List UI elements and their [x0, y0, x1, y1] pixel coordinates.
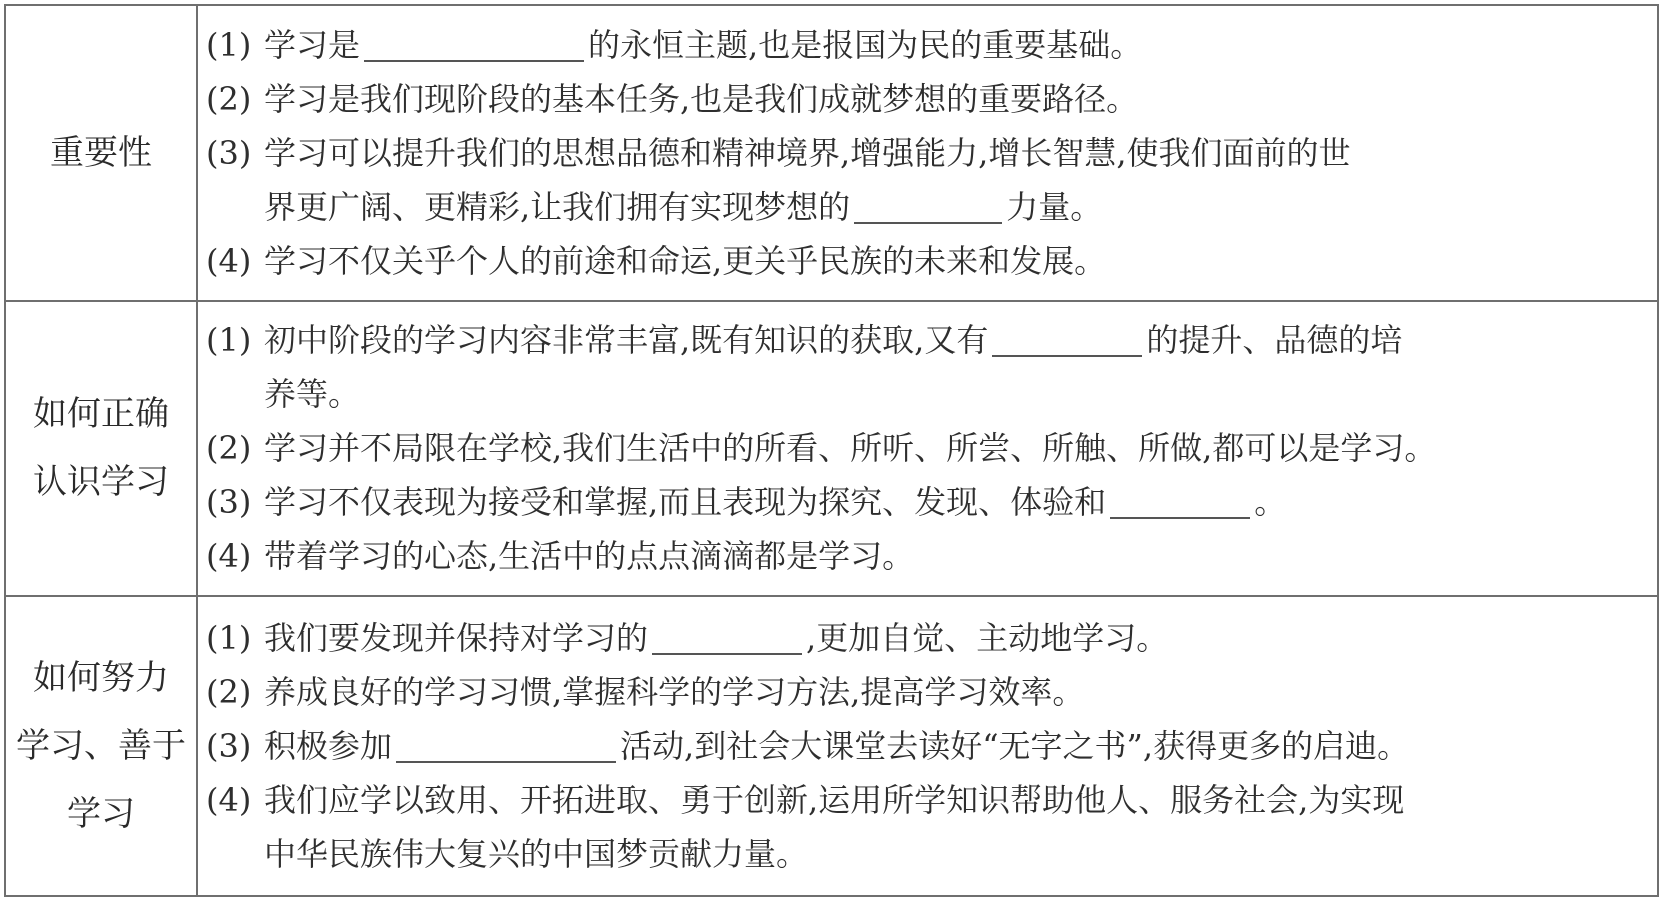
list-item [206, 475, 1647, 529]
row-content [197, 596, 1658, 896]
item-text: 。 [1254, 483, 1287, 522]
item-text: 养等。 [264, 375, 361, 414]
item-text: 我们应学以致用、开拓进取、勇于创新,运用所学知识帮助他人、服务社会,为实现 [264, 780, 1405, 819]
list-item [206, 611, 1647, 665]
item-text: 学习不仅表现为接受和掌握,而且表现为探究、发现、体验和 [264, 483, 1107, 522]
list-item [206, 665, 1647, 719]
item-text: 的提升、品德的培 [1146, 321, 1403, 360]
heading-line: 如何正确 [33, 394, 169, 435]
row-content [197, 5, 1658, 301]
list-item [206, 529, 1647, 583]
item-number: (1) [206, 321, 252, 360]
fill-blank[interactable] [992, 319, 1142, 357]
row-heading [5, 301, 197, 596]
table-row [5, 596, 1658, 896]
item-text: 学习可以提升我们的思想品德和精神境界,增强能力,增长智慧,使我们面前的世 [264, 133, 1351, 172]
item-text: 学习并不局限在学校,我们生活中的所看、所听、所尝、所触、所做,都可以是学习。 [264, 429, 1437, 468]
item-number: (2) [206, 79, 252, 118]
heading-line: 学习、善于 [16, 725, 186, 766]
item-text: 学习是我们现阶段的基本任务,也是我们成就梦想的重要路径。 [264, 79, 1139, 118]
list-item [206, 313, 1647, 421]
item-text: 初中阶段的学习内容非常丰富,既有知识的获取,又有 [264, 321, 989, 360]
item-number: (4) [206, 537, 252, 576]
item-number: (1) [206, 618, 252, 657]
item-text: 力量。 [1006, 187, 1103, 226]
list-item [206, 421, 1647, 475]
table-row [5, 301, 1658, 596]
list-item [206, 126, 1647, 234]
table-row [5, 5, 1658, 301]
item-text: 养成良好的学习习惯,掌握科学的学习方法,提高学习效率。 [264, 672, 1085, 711]
item-number: (4) [206, 241, 252, 280]
list-item [206, 72, 1647, 126]
item-number: (3) [206, 483, 252, 522]
heading-line: 如何努力 [33, 657, 169, 698]
item-number: (3) [206, 133, 252, 172]
fill-blank[interactable] [1110, 481, 1250, 519]
row-content [197, 301, 1658, 596]
item-text: 中华民族伟大复兴的中国梦贡献力量。 [264, 834, 809, 873]
item-text: 界更广阔、更精彩,让我们拥有实现梦想的 [264, 187, 851, 226]
item-number: (4) [206, 780, 252, 819]
list-item [206, 773, 1647, 881]
list-item [206, 234, 1647, 288]
item-text: 的永恒主题,也是报国为民的重要基础。 [588, 25, 1143, 64]
item-text: 学习不仅关乎个人的前途和命运,更关乎民族的未来和发展。 [264, 241, 1107, 280]
heading-line: 学习 [67, 793, 135, 834]
fill-blank[interactable] [854, 186, 1002, 224]
heading-line: 重要性 [50, 132, 152, 173]
fill-blank[interactable] [652, 617, 802, 655]
item-text: 带着学习的心态,生活中的点点滴滴都是学习。 [264, 537, 915, 576]
item-number: (2) [206, 429, 252, 468]
item-number: (3) [206, 726, 252, 765]
fill-blank[interactable] [396, 725, 616, 763]
item-text: 积极参加 [264, 726, 393, 765]
row-heading [5, 596, 197, 896]
heading-line: 认识学习 [33, 462, 169, 503]
summary-table [4, 4, 1659, 897]
list-item [206, 18, 1647, 72]
item-number: (2) [206, 672, 252, 711]
fill-blank[interactable] [364, 24, 584, 62]
row-heading [5, 5, 197, 301]
list-item [206, 719, 1647, 773]
item-number: (1) [206, 25, 252, 64]
item-text: 学习是 [264, 25, 361, 64]
item-text: ,更加自觉、主动地学习。 [806, 618, 1169, 657]
item-text: 活动,到社会大课堂去读好“无字之书”,获得更多的启迪。 [620, 726, 1410, 765]
item-text: 我们要发现并保持对学习的 [264, 618, 649, 657]
